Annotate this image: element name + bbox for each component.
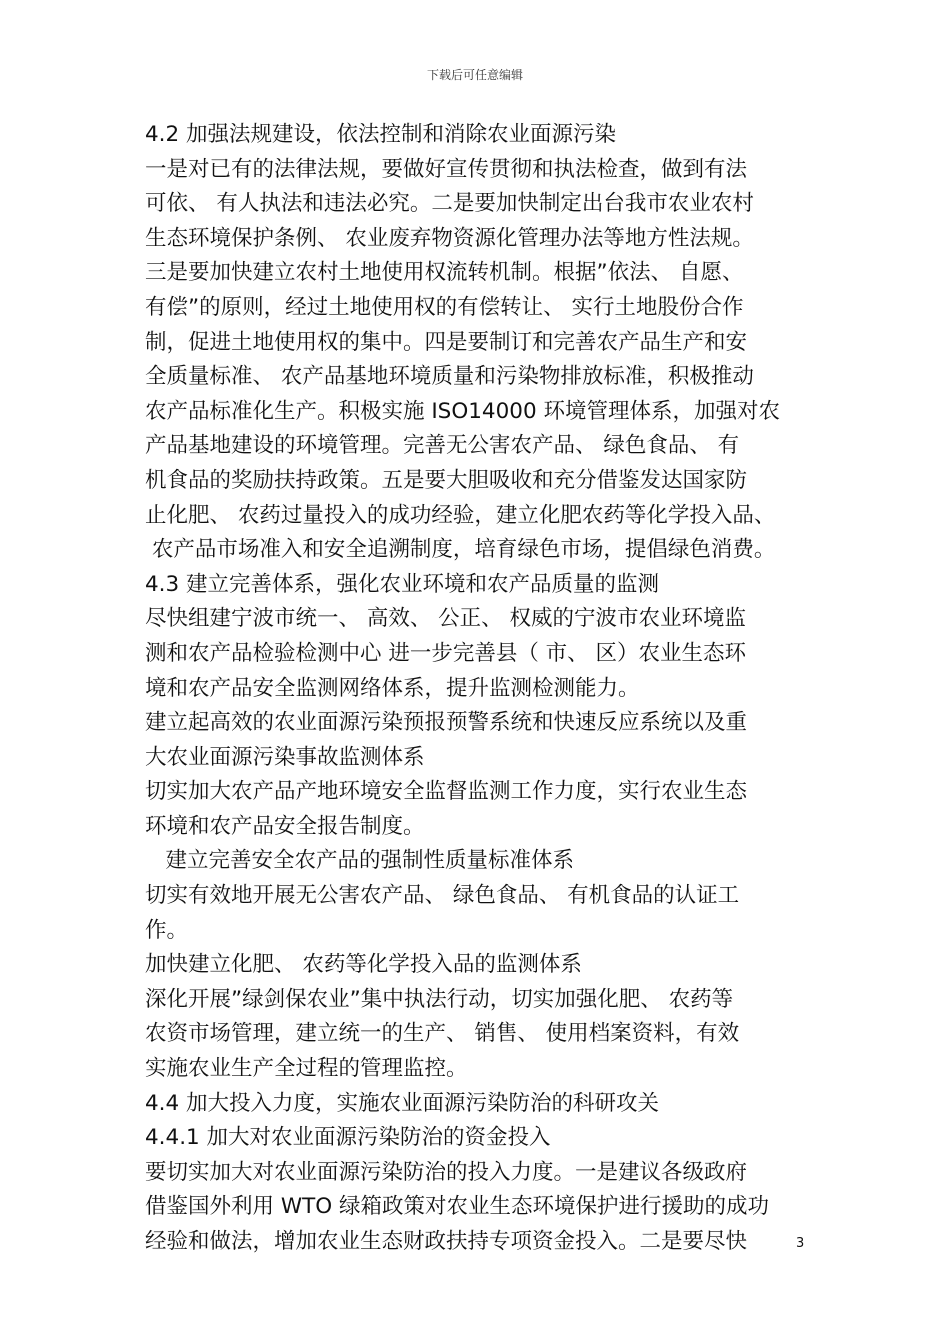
text-line: 制，促进土地使用权的集中。四是要制订和完善农产品生产和安 bbox=[145, 329, 748, 355]
text-line: 止化肥、 农药过量投入的成功经验，建立化肥农药等化学投入品、 bbox=[145, 502, 776, 528]
text-line: 尽快组建宁波市统一、 高效、 公正、 权威的宁波市农业环境监 bbox=[145, 606, 747, 632]
text-line: 建立起高效的农业面源污染预报预警系统和快速反应系统以及重 bbox=[145, 710, 748, 736]
text-line: 要切实加大对农业面源污染防治的投入力度。一是建议各级政府 bbox=[145, 1159, 748, 1185]
text-line: 境和农产品安全监测网络体系，提升监测检测能力。 bbox=[145, 675, 640, 701]
text-line: 切实有效地开展无公害农产品、 绿色食品、 有机食品的认证工 bbox=[145, 883, 740, 909]
text-line: 经验和做法，增加农业生态财政扶持专项资金投入。二是要尽快 bbox=[145, 1229, 748, 1254]
section-heading-4-4: 4.4 加大投入力度，实施农业面源污染防治的科研攻关 bbox=[145, 1090, 660, 1116]
document-body bbox=[145, 118, 825, 1260]
text-line: 有偿”的原则，经过土地使用权的有偿转让、 实行土地股份合作 bbox=[145, 294, 744, 320]
text-line: 测和农产品检验检测中心 进一步完善县（ 市、 区）农业生态环 bbox=[145, 640, 747, 666]
section-heading-4-2: 4.2 加强法规建设，依法控制和消除农业面源污染 bbox=[145, 122, 617, 147]
text-line: 建立完善安全农产品的强制性质量标准体系 bbox=[145, 848, 575, 874]
section-heading-4-3: 4.3 建立完善体系，强化农业环境和农产品质量的监测 bbox=[145, 571, 660, 597]
text-line: 大农业面源污染事故监测体系 bbox=[145, 744, 425, 770]
text-line: 农产品市场准入和安全追溯制度，培育绿色市场，提倡绿色消费。 bbox=[145, 537, 776, 563]
page-number: 3 bbox=[796, 1236, 805, 1251]
text-line: 全质量标准、 农产品基地环境质量和污染物排放标准，积极推动 bbox=[145, 364, 754, 390]
text-line: 一是对已有的法律法规，要做好宣传贯彻和执法检查，做到有法 bbox=[145, 156, 748, 182]
text-line: 加快建立化肥、 农药等化学投入品的监测体系 bbox=[145, 952, 582, 978]
text-line: 可依、 有人执法和违法必究。二是要加快制定出台我市农业农村 bbox=[145, 191, 754, 217]
text-line: 作。 bbox=[145, 917, 189, 943]
text-line: 农产品标准化生产。积极实施 ISO14000 环境管理体系，加强对农 bbox=[145, 398, 780, 424]
header-note: 下载后可任意编辑 bbox=[426, 68, 523, 82]
text-line: 切实加大农产品产地环境安全监督监测工作力度，实行农业生态 bbox=[145, 779, 748, 805]
text-line: 农资市场管理，建立统一的生产、 销售、 使用档案资料，有效 bbox=[145, 1021, 740, 1047]
text-line: 生态环境保护条例、 农业废弃物资源化管理办法等地方性法规。 bbox=[145, 225, 754, 251]
text-line: 产品基地建设的环境管理。完善无公害农产品、 绿色食品、 有 bbox=[145, 433, 740, 459]
text-line: 三是要加快建立农村土地使用权流转机制。根据”依法、 自愿、 bbox=[145, 260, 744, 286]
text-line: 机食品的奖励扶持政策。五是要大胆吸收和充分借鉴发达国家防 bbox=[145, 467, 748, 493]
text-line: 借鉴国外利用 WTO 绿箱政策对农业生态环境保护进行援助的成功 bbox=[145, 1194, 769, 1220]
subsection-heading-4-4-1: 4.4.1 加大对农业面源污染防治的资金投入 bbox=[145, 1125, 551, 1151]
text-line: 实施农业生产全过程的管理监控。 bbox=[145, 1056, 468, 1082]
text-line: 深化开展”绿剑保农业”集中执法行动，切实加强化肥、 农药等 bbox=[145, 986, 734, 1012]
text-line: 环境和农产品安全报告制度。 bbox=[145, 813, 425, 839]
